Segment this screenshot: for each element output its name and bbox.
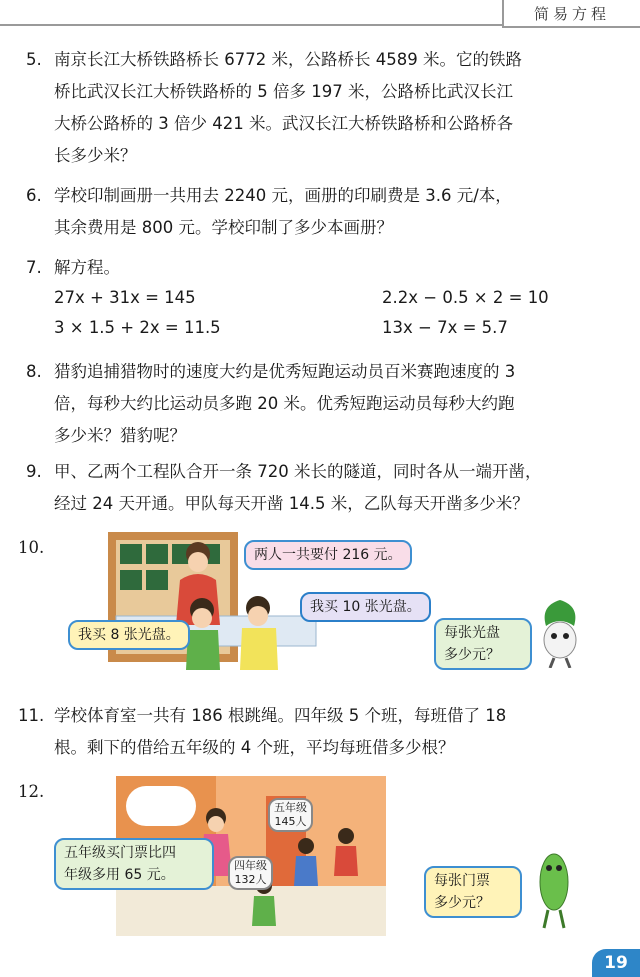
equation: 2.2x − 0.5 × 2 = 10 <box>382 288 549 307</box>
page-number: 19 <box>592 949 640 977</box>
problem-11 <box>18 700 586 764</box>
speech-bubble-buy-10: 我买 10 张光盘。 <box>300 592 431 622</box>
problem-number: 8. <box>26 362 42 381</box>
problem-line: 大桥公路桥的 3 倍少 421 米。武汉长江大桥铁路桥和公路桥各 <box>54 114 513 133</box>
problem-9 <box>26 456 594 520</box>
problem-5 <box>26 44 594 172</box>
problem-10-number: 10. <box>18 538 45 557</box>
problem-line: 长多少米？ <box>54 146 137 165</box>
speech-bubble-buy-8: 我买 8 张光盘。 <box>68 620 190 650</box>
mascot-illustration <box>528 596 592 668</box>
chapter-title: 简易方程 <box>502 0 640 28</box>
problem-number: 6. <box>26 186 42 205</box>
problem-6 <box>26 180 594 244</box>
problem-number: 9. <box>26 462 42 481</box>
sign-grade4-count: 四年级 132人 <box>228 856 273 890</box>
problem-7 <box>26 252 594 284</box>
problem-line: 倍，每秒大约比运动员多跑 20 米。优秀短跑运动员每秒大约跑 <box>54 394 515 413</box>
problem-line: 根。剩下的借给五年级的 4 个班，平均每班借多少根？ <box>54 738 455 757</box>
bean-mascot-illustration <box>526 842 582 930</box>
problem-line: 甲、乙两个工程队合开一条 720 米长的隧道，同时各从一端开凿， <box>54 462 542 481</box>
problem-line: 学校体育室一共有 186 根跳绳。四年级 5 个班，每班借了 18 <box>54 706 507 725</box>
sign-grade5-count: 五年级 145人 <box>268 798 313 832</box>
equation: 27x + 31x = 145 <box>54 288 196 307</box>
problem-12-number: 12. <box>18 782 45 801</box>
radish-mascot-icon <box>528 596 592 668</box>
problem-title: 解方程。 <box>54 258 120 277</box>
speech-bubble-total-cost: 两人一共要付 216 元。 <box>244 540 412 570</box>
problem-line: 猎豹追捕猎物时的速度大约是优秀短跑运动员百米赛跑速度的 3 <box>54 362 516 381</box>
speech-bubble-price-question: 每张光盘 多少元？ <box>434 618 532 670</box>
problem-number: 11. <box>18 706 45 725</box>
problem-line: 学校印制画册一共用去 2240 元，画册的印刷费是 3.6 元/本， <box>54 186 512 205</box>
problem-line: 其余费用是 800 元。学校印制了多少本画册？ <box>54 218 393 237</box>
equation: 3 × 1.5 + 2x = 11.5 <box>54 318 221 337</box>
problem-number: 7. <box>26 258 42 277</box>
problem-line: 桥比武汉长江大桥铁路桥的 5 倍多 197 米，公路桥比武汉长江 <box>54 82 513 101</box>
problem-line: 多少米？猎豹呢？ <box>54 426 186 445</box>
equation: 13x − 7x = 5.7 <box>382 318 508 337</box>
speech-bubble-ticket-difference: 五年级买门票比四 年级多用 65 元。 <box>54 838 214 890</box>
speech-bubble-ticket-question: 每张门票 多少元？ <box>424 866 522 918</box>
problem-line: 南京长江大桥铁路桥长 6772 米，公路桥长 4589 米。它的铁路 <box>54 50 522 69</box>
problem-line: 经过 24 天开通。甲队每天开凿 14.5 米，乙队每天开凿多少米？ <box>54 494 529 513</box>
problem-number: 5. <box>26 50 42 69</box>
problem-8 <box>26 356 594 452</box>
pea-mascot-icon <box>526 842 582 930</box>
